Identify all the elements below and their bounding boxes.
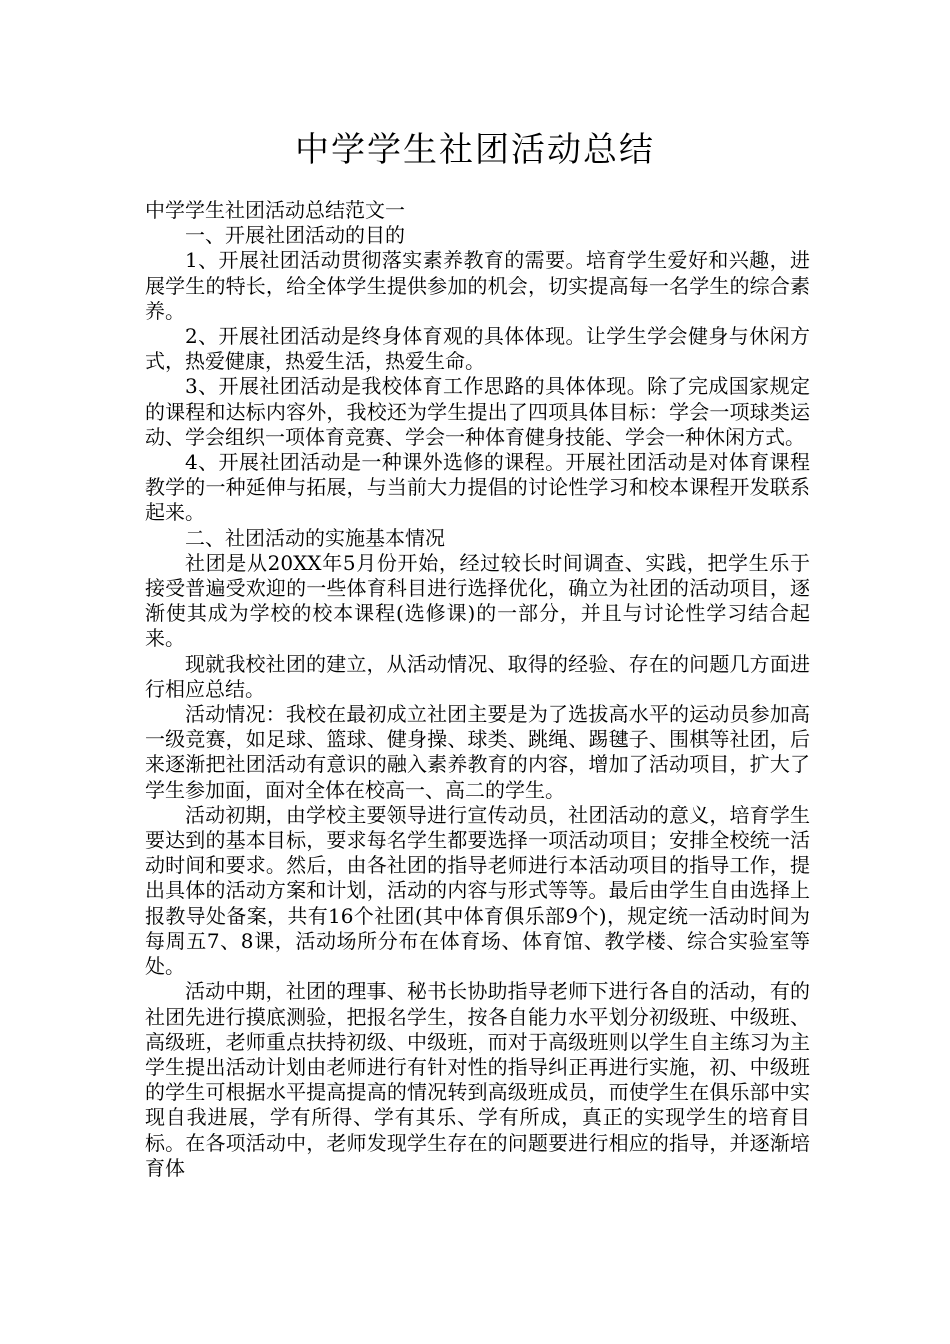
paragraph: 现就我校社团的建立，从活动情况、取得的经验、存在的问题几方面进行相应总结。	[145, 651, 810, 701]
paragraph: 活动初期，由学校主要领导进行宣传动员，社团活动的意义，培育学生要达到的基本目标，要求每名学生都要选择一项活动项目；安排全校统一活动时间和要求。然后，由各社团的指导老师进行本活动项目的指导工作，提出具体的活动方案和计划，活动的内容与形式等等。最后由学生自由选择上报教导处备案，共有16个社团(其中体育俱乐部9个)，规定统一活动时间为每周五7、8课，活动场所分布在体育场、体育馆、教学楼、综合实验室等处。	[145, 802, 810, 979]
paragraph: 活动情况：我校在最初成立社团主要是为了选拔高水平的运动员参加高一级竞赛，如足球、篮球、健身操、球类、跳绳、踢毽子、围棋等社团，后来逐渐把社团活动有意识的融入素养教育的内容，增加了活动项目，扩大了学生参加面，面对全体在校高一、高二的学生。	[145, 702, 810, 802]
paragraph: 3、开展社团活动是我校体育工作思路的具体体现。除了完成国家规定的课程和达标内容外，我校还为学生提出了四项具体目标：学会一项球类运动、学会组织一项体育竞赛、学会一种体育健身技能、学会一种休闲方式。	[145, 374, 810, 449]
paragraph: 2、开展社团活动是终身体育观的具体体现。让学生学会健身与休闲方式，热爱健康，热爱生活，热爱生命。	[145, 324, 810, 374]
paragraph: 二、社团活动的实施基本情况	[185, 525, 445, 550]
paragraph: 中学学生社团活动总结范文一	[145, 198, 405, 222]
document-body	[145, 198, 810, 1181]
paragraph: 活动中期，社团的理事、秘书长协助指导老师下进行各自的活动，有的社团先进行摸底测验，把报名学生，按各自能力水平划分初级班、中级班、高级班，老师重点扶持初级、中级班，而对于高级班则以学生自主练习为主学生提出活动计划由老师进行有针对性的指导纠正再进行实施，初、中级班的学生可根据水平提高提高的情况转到高级班成员，而使学生在俱乐部中实现自我进展，学有所得、学有其乐、学有所成，真正的实现学生的培育目标。在各项活动中，老师发现学生存在的问题要进行相应的指导，并逐渐培育体	[145, 979, 810, 1180]
paragraph: 1、开展社团活动贯彻落实素养教育的需要。培育学生爱好和兴趣，进展学生的特长，给全体学生提供参加的机会，切实提高每一名学生的综合素养。	[145, 248, 810, 323]
paragraph: 社团是从20XX年5月份开始，经过较长时间调查、实践，把学生乐于接受普遍受欢迎的一些体育科目进行选择优化，确立为社团的活动项目，逐渐使其成为学校的校本课程(选修课)的一部分，并且与讨论性学习结合起来。	[145, 550, 810, 651]
paragraph: 4、开展社团活动是一种课外选修的课程。开展社团活动是对体育课程教学的一种延伸与拓展，与当前大力提倡的讨论性学习和校本课程开发联系起来。	[145, 450, 810, 525]
document-title: 中学学生社团活动总结	[295, 130, 655, 170]
paragraph: 一、开展社团活动的目的	[185, 223, 405, 248]
